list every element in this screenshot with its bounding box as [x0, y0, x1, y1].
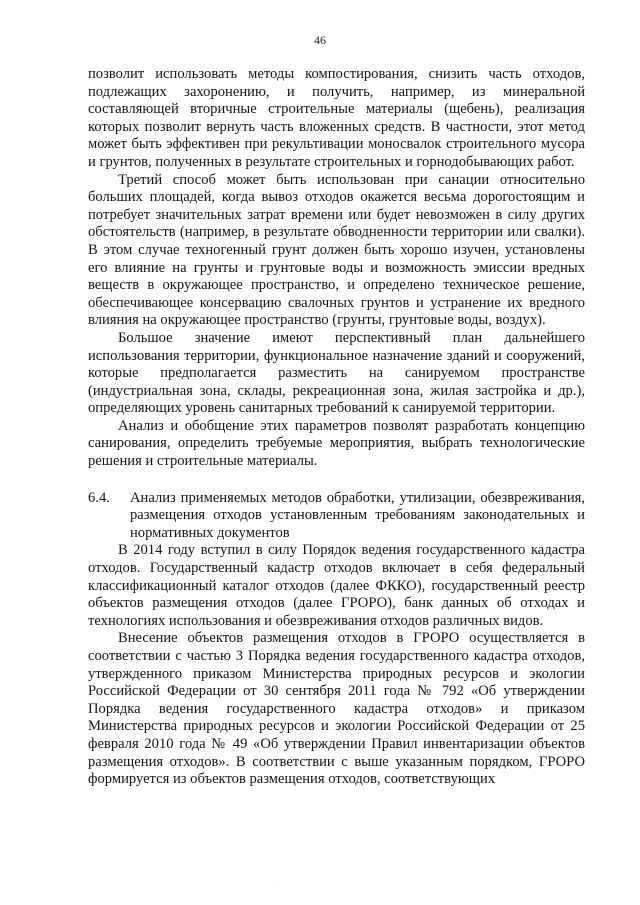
- paragraph-territory-plan: Большое значение имеют перспективный план дальнейшего использования территории, функциональное назначение зданий и сооружений, которые предполагается разместить на санируемом пространстве (индустриальная зона, склады, рекреационная зона, жилая застройка и др.), определяющих уровень санитарных требований к санируемой территории.: [88, 329, 585, 417]
- page-number: 46: [314, 33, 326, 47]
- section-heading: [88, 490, 585, 543]
- paragraph-cadastre: В 2014 году вступил в силу Порядок ведения государственного кадастра отходов. Государственный кадастр отходов включает в себя федеральный классификационный каталог отходов (далее ФККО), государственный реестр объектов размещения отходов (далее ГРОРО), банк данных об отходах и технологиях использования и обезвреживания отходов различных видов.: [88, 542, 585, 629]
- document-body: [88, 66, 585, 789]
- paragraph-groro: Внесение объектов размещения отходов в ГРОРО осуществляется в соответствии с частью 3 Порядка ведения государственного кадастра отходов, утвержденного приказом Министерства природных ресурсов и экологии Российской Федерации от 30 сентября 2011 года № 792 «Об утверждении Порядка ведения государственного кадастра отходов» и приказом Министерства природных ресурсов и экологии Российской Федерации от 25 февраля 2010 года № 49 «Об утверждении Правил инвентаризации объектов размещения отходов». В соответствии с выше указанным порядком, ГРОРО формируется из объектов размещения отходов, соответствующих: [88, 630, 585, 788]
- paragraph-analysis-concept: Анализ и обобщение этих параметров позволят разработать концепцию санирования, определить требуемые мероприятия, выбрать технологические решения и строительные материалы.: [88, 417, 585, 470]
- paragraph-composting: позволит использовать методы компостирования, снизить часть отходов, подлежащих захоронению, и получить, например, из минеральной составляющей вторичные строительные материалы (щебень), реализация которых позволит вернуть часть вложенных средств. В частности, этот метод может быть эффективен при рекультивации моносвалок строительного мусора и грунтов, полученных в результате строительных и горнодобывающих работ.: [88, 66, 585, 170]
- section-number: 6.4.: [88, 489, 110, 506]
- section-title: Анализ применяемых методов обработки, утилизации, обезвреживания, размещения отходов установленным требованиям законодательных и нормативных документов: [130, 489, 585, 541]
- scan-mark: ·: [274, 880, 276, 886]
- paragraph-third-method: Третий способ может быть использован при санации относительно больших площадей, когда вывоз отходов окажется весьма дорогостоящим и потребует значительных затрат времени или будет невозможен в силу других обстоятельств (например, в результате обводненности территории или свалки). В этом случае техногенный грунт должен быть хорошо изучен, установлены его влияние на грунты и грунтовые воды и возможность эмиссии вредных веществ в окружающее пространство, и определено техническое решение, обеспечивающее консервацию свалочных грунтов и устранение их вредного влияния на окружающее пространство (грунты, грунтовые воды, воздух).: [88, 171, 585, 329]
